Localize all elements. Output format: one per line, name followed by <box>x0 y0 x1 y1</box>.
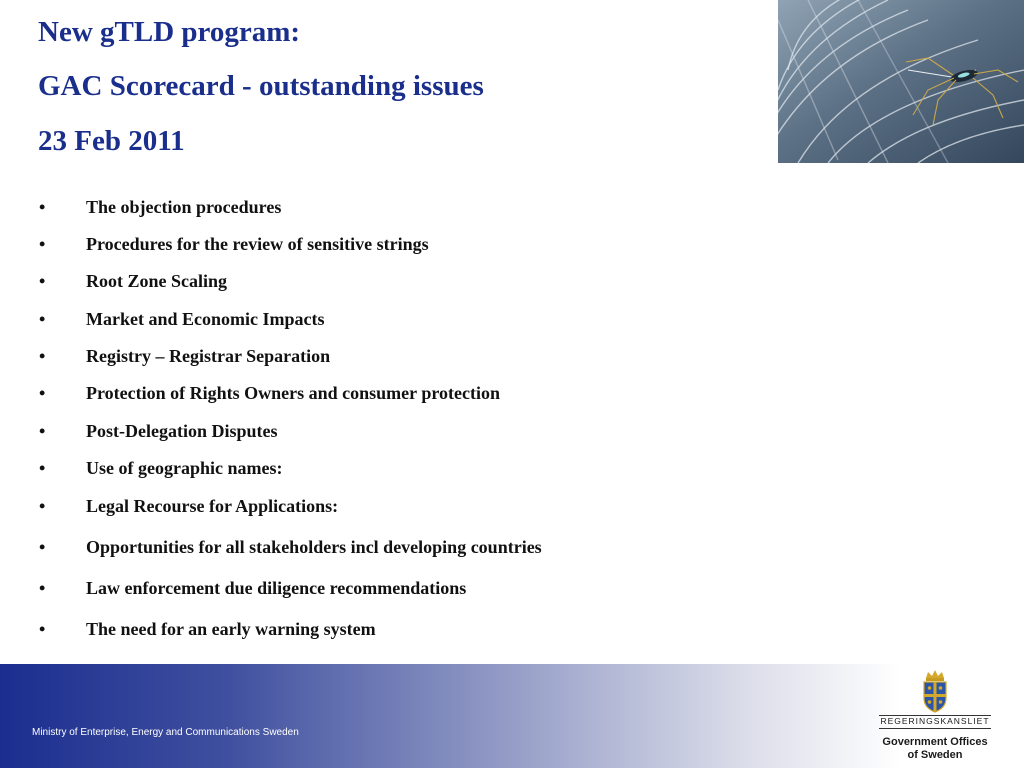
bullet-list <box>38 194 542 642</box>
bullet-item <box>38 534 542 560</box>
spider-web-photo <box>778 0 1024 163</box>
bullet-text: Procedures for the review of sensitive strings <box>86 234 429 254</box>
bullet-dot: • <box>39 496 46 516</box>
bullet-text: Market and Economic Impacts <box>86 309 325 329</box>
bullet-dot: • <box>39 421 46 441</box>
logo-rule-bottom <box>879 728 991 729</box>
bullet-text: The need for an early warning system <box>86 619 376 639</box>
bullet-text: The objection procedures <box>86 197 282 217</box>
bullet-text: Opportunities for all stakeholders incl developing countries <box>86 537 542 557</box>
bullet-dot: • <box>39 578 46 598</box>
bullet-dot: • <box>39 619 46 639</box>
bullet-item <box>38 455 542 481</box>
bullet-text: Legal Recourse for Applications: <box>86 496 339 516</box>
government-logo <box>876 670 994 762</box>
ministry-name: Ministry of Enterprise, Energy and Communications Sweden <box>32 727 299 738</box>
bullet-dot: • <box>39 458 46 478</box>
bullet-text: Post-Delegation Disputes <box>86 421 278 441</box>
bullet-text: Protection of Rights Owners and consumer protection <box>86 383 500 403</box>
bullet-text: Law enforcement due diligence recommendations <box>86 578 467 598</box>
bullet-item <box>38 493 542 519</box>
title-line-3: 23 Feb 2011 <box>38 125 185 157</box>
bullet-text: Registry – Registrar Separation <box>86 346 331 366</box>
bullet-item <box>38 380 542 406</box>
bullet-dot: • <box>39 234 46 254</box>
bullet-dot: • <box>39 383 46 403</box>
title-line-1: New gTLD program: <box>38 16 301 48</box>
title-line-2: GAC Scorecard - outstanding issues <box>38 70 484 102</box>
bullet-item <box>38 268 542 294</box>
bullet-item <box>38 616 542 642</box>
footer-band <box>0 664 1024 768</box>
logo-line-1: Government Offices <box>882 736 988 748</box>
slide-title <box>38 14 484 177</box>
bullet-text: Use of geographic names: <box>86 458 283 478</box>
bullet-dot: • <box>39 537 46 557</box>
bullet-text: Root Zone Scaling <box>86 271 228 291</box>
spider-web-image <box>778 0 1024 163</box>
swedish-crown-shield-icon <box>876 670 994 714</box>
bullet-item <box>38 418 542 444</box>
logo-wordmark: REGERINGSKANSLIET <box>880 716 990 726</box>
bullet-item <box>38 575 542 601</box>
bullet-item <box>38 231 542 257</box>
logo-line-2: of Sweden <box>907 749 963 761</box>
bullet-dot: • <box>39 346 46 366</box>
bullet-item <box>38 194 542 220</box>
bullet-item <box>38 343 542 369</box>
bullet-dot: • <box>39 271 46 291</box>
bullet-item <box>38 306 542 332</box>
bullet-dot: • <box>39 197 46 217</box>
bullet-dot: • <box>39 309 46 329</box>
